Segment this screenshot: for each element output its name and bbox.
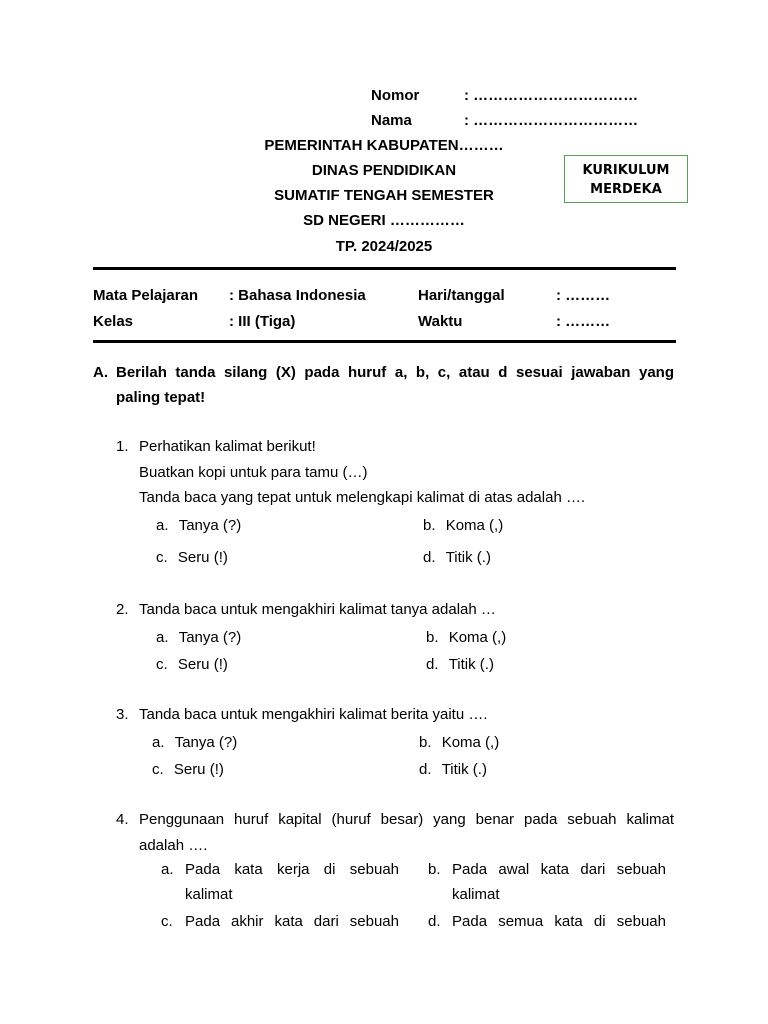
option-text: Titik (.) xyxy=(441,761,487,778)
option-letter: b. xyxy=(423,517,436,534)
header-line-department: DINAS PENDIDIKAN xyxy=(311,162,457,179)
q4-option-d-letter[interactable]: d. xyxy=(428,913,441,930)
question-1-line-3: Tanda baca yang tepat untuk melengkapi kalimat di atas adalah …. xyxy=(139,489,586,506)
nomor-value: : …………………………… xyxy=(464,87,639,104)
option-text: Koma (,) xyxy=(441,734,500,751)
option-letter: a. xyxy=(156,629,169,646)
question-4-number: 4. xyxy=(116,811,129,828)
q2-option-c[interactable] xyxy=(156,656,228,673)
option-text: Koma (,) xyxy=(448,629,507,646)
nama-label: Nama xyxy=(371,112,412,129)
option-text: Titik (.) xyxy=(445,549,491,566)
q4-option-b-letter[interactable]: b. xyxy=(428,861,441,878)
option-letter: c. xyxy=(152,761,164,778)
q4-option-c-line1[interactable]: Pada akhir kata dari sebuah xyxy=(185,913,399,930)
day-label: Hari/tanggal xyxy=(418,287,505,304)
header-line-exam: SUMATIF TENGAH SEMESTER xyxy=(274,187,494,204)
curriculum-badge xyxy=(564,155,688,203)
q3-option-b[interactable] xyxy=(419,734,499,751)
option-text: Tanya (?) xyxy=(174,734,238,751)
q3-option-c[interactable] xyxy=(152,761,224,778)
time-label: Waktu xyxy=(418,313,463,330)
subject-value: : Bahasa Indonesia xyxy=(229,287,366,304)
question-3-number: 3. xyxy=(116,706,129,723)
option-letter: d. xyxy=(419,761,432,778)
q4-option-d-line1[interactable]: Pada semua kata di sebuah xyxy=(452,913,666,930)
question-4-line-2: adalah …. xyxy=(139,837,208,854)
option-text: Tanya (?) xyxy=(178,517,242,534)
badge-line-1: KURIKULUM xyxy=(582,163,670,178)
class-label: Kelas xyxy=(93,313,134,330)
q3-option-a[interactable] xyxy=(152,734,237,751)
option-text: Tanya (?) xyxy=(178,629,242,646)
q1-option-c[interactable] xyxy=(156,549,228,566)
q4-option-b-line1[interactable]: Pada awal kata dari sebuah xyxy=(452,861,666,878)
q4-option-c-letter[interactable]: c. xyxy=(161,913,173,930)
subject-label: Mata Pelajaran xyxy=(93,287,199,304)
question-2-number: 2. xyxy=(116,601,129,618)
q4-option-a-line2[interactable]: kalimat xyxy=(185,886,233,903)
option-text: Seru (!) xyxy=(173,761,224,778)
nomor-label: Nomor xyxy=(371,87,420,104)
option-text: Seru (!) xyxy=(177,549,228,566)
option-letter: a. xyxy=(156,517,169,534)
question-1-line-1: Perhatikan kalimat berikut! xyxy=(139,438,316,455)
q4-option-a-letter[interactable]: a. xyxy=(161,861,174,878)
nama-value: : …………………………… xyxy=(464,112,639,129)
option-text: Koma (,) xyxy=(445,517,504,534)
option-letter: c. xyxy=(156,656,168,673)
divider-bottom xyxy=(93,340,676,343)
q2-option-a[interactable] xyxy=(156,629,241,646)
q1-option-d[interactable] xyxy=(423,549,491,566)
badge-line-2: MERDEKA xyxy=(590,182,662,197)
question-3-line-1: Tanda baca untuk mengakhiri kalimat berita yaitu …. xyxy=(139,706,488,723)
q3-option-d[interactable] xyxy=(419,761,487,778)
header-line-school: SD NEGERI …………… xyxy=(303,212,465,229)
option-letter: b. xyxy=(419,734,432,751)
divider-top xyxy=(93,267,676,270)
option-letter: d. xyxy=(423,549,436,566)
header-line-government: PEMERINTAH KABUPATEN……… xyxy=(264,137,504,154)
question-2-line-1: Tanda baca untuk mengakhiri kalimat tanya adalah … xyxy=(139,601,496,618)
q2-option-b[interactable] xyxy=(426,629,506,646)
class-value: : III (Tiga) xyxy=(229,313,296,330)
option-letter: d. xyxy=(426,656,439,673)
question-1-line-2: Buatkan kopi untuk para tamu (…) xyxy=(139,464,368,481)
option-letter: c. xyxy=(156,549,168,566)
q4-option-b-line2[interactable]: kalimat xyxy=(452,886,500,903)
section-instruction-line2: paling tepat! xyxy=(116,389,206,406)
q1-option-b[interactable] xyxy=(423,517,503,534)
q1-option-a[interactable] xyxy=(156,517,241,534)
question-1-number: 1. xyxy=(116,438,129,455)
header-line-year: TP. 2024/2025 xyxy=(335,238,433,255)
option-letter: b. xyxy=(426,629,439,646)
q2-option-d[interactable] xyxy=(426,656,494,673)
q4-option-a-line1[interactable]: Pada kata kerja di sebuah xyxy=(185,861,399,878)
option-letter: a. xyxy=(152,734,165,751)
section-instruction-line1: Berilah tanda silang (X) pada huruf a, b, c, atau d sesuai jawaban yang xyxy=(116,364,674,381)
section-letter: A. xyxy=(93,364,108,381)
day-value: : ……… xyxy=(556,287,611,304)
question-4-line-1: Penggunaan huruf kapital (huruf besar) yang benar pada sebuah kalimat xyxy=(139,811,674,828)
option-text: Seru (!) xyxy=(177,656,228,673)
option-text: Titik (.) xyxy=(448,656,494,673)
time-value: : ……… xyxy=(556,313,611,330)
